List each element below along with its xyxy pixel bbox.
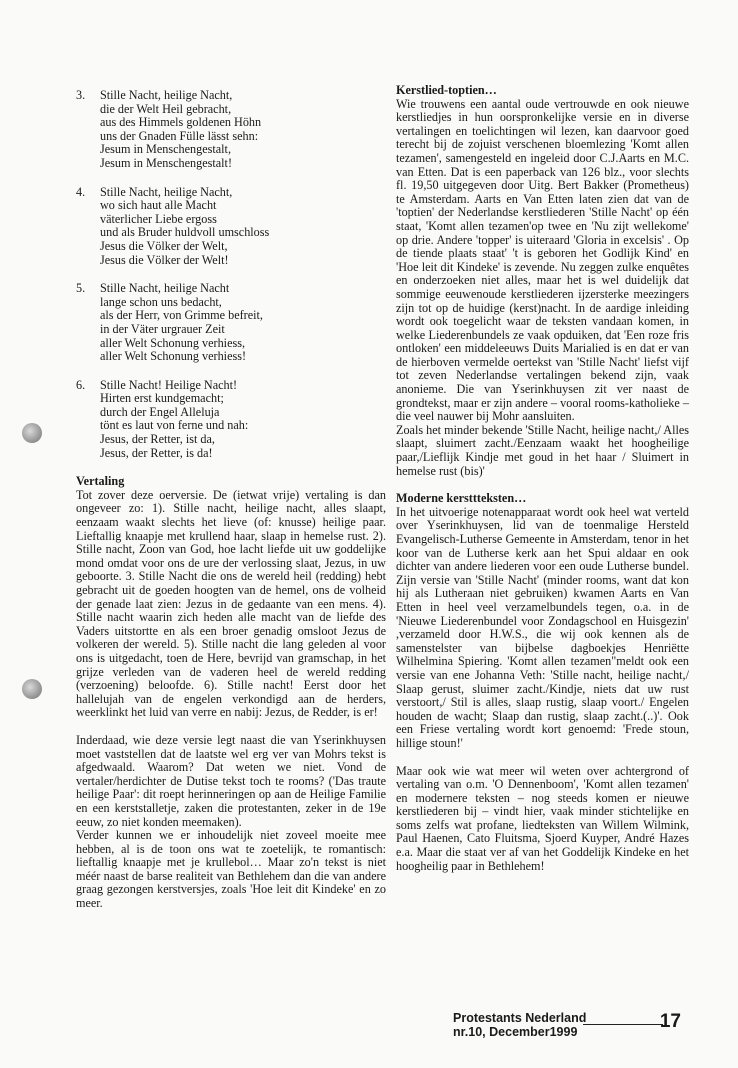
poem-verses (76, 89, 386, 460)
verse-line: Hirten erst kundgemacht; (100, 391, 224, 406)
verse-line: wo sich haut alle Macht (100, 198, 217, 213)
verse-line: Stille Nacht, heilige Nacht, (100, 184, 233, 199)
heading-moderne: Moderne kersttteksten… (396, 491, 527, 506)
verse-number: 4. (76, 184, 86, 199)
verse-line: Jesum in Menschengestalt! (100, 155, 233, 170)
vertaling-paragraph-2: Inderdaad, wie deze versie legt naast die van Yserinkhuysen moet vaststellen dat de laatste wel erg ver van Mohrs tekst is afgedwaald. Waarom? Dat weten we niet. Vond de vertaler/herdichter de Dutise tekst toch te rooms? ('Das traute heilige Paar': dit roept herinneringen op aan de Heilige Familie en een kerststalletje, zaken die protestanten, zeker in de 19e eeuw, zo niet konden meemaken). (76, 732, 386, 829)
verse-line: und als Bruder huldvoll umschloss (100, 225, 270, 240)
verse-line: durch der Engel Alleluja (100, 404, 220, 419)
verse-line: aller Welt Schonung verhiess! (100, 349, 247, 364)
verse-line: uns der Gnaden Fülle lässt sehn: (100, 128, 259, 143)
verse-line: Stille Nacht, heilige Nacht (100, 281, 230, 296)
verse-line: aus des Himmels goldenen Höhn (100, 115, 262, 130)
verse-line: die der Welt Heil gebracht, (100, 101, 232, 116)
verse-number: 3. (76, 88, 86, 102)
verse-line: Jesus die Völker der Welt, (100, 238, 228, 253)
verse-line: Stille Nacht, heilige Nacht, (100, 88, 233, 102)
moderne-paragraph-1: In het uitvoerige notenapparaat wordt ook heel wat verteld over Yserinkhuysen, lid van de toenmalige Hersteld Evangelisch-Lutherse Gemeente in Amsterdam, tenor in het koor van de Lutherse kerk aan het Spui aldaar en ook dichter van andere liederen voor een oude Lutherse bundel. Zijn versie van 'Stille Nacht' (minder rooms, want dat kon hij als Lutheraan niet gebruiken) kwamen Aarts en Van Etten in heel veel verzamelbundels tegen, o.a. in de 'Nieuwe Liederenbundel voor Zondagschool en Huisgezin' ,verzameld door H.W.S., die wij ook kennen als de samenstelster van bijbelse dagboekjes Henriëtte Wilhelmina Spiering. 'Komt allen tezamen"meldt ook een versie van ene Johanna Veth: 'Stille nacht, heilige nacht,/ Slaap gerust, sluimer zacht./Kindje, niets dat uw rust verstoort,/ Stil is alles, slaap rustig, slaap voort./ Engelen houden de wacht; Slaap dan rustig, slaap zacht.(..)'. Ook een Friese vertaling wordt kort genoemd: 'Frede stoun, hillige stoun!' (396, 504, 689, 750)
verse (76, 89, 386, 171)
verse-line: als der Herr, von Grimme befreit, (100, 308, 263, 323)
verse-line: tönt es laut von ferne und nah: (100, 418, 249, 433)
verse-line: väterlicher Liebe ergoss (100, 211, 217, 226)
punch-hole-lower (22, 679, 42, 699)
toptien-paragraph-1: Wie trouwens een aantal oude vertrouwde en ook nieuwe kerstliedjes in hun oorspronkelijke versie en in diverse vertalingen en toelichtingen wil lezen, kan daarvoor goed terecht bij de zojuist verschenen bloemlezing 'Komt allen tezamen', samengesteld en ingeleid door C.J.Aarts en M.C. van Etten. Dat is een paperback van 126 blz., voor slechts fl. 19,50 uitgegeven door Uitg. Bert Bakker (Prometheus) te Amsterdam. Aarts en Van Etten laten zien dat van de 'toptien' der Nederlandse kerstliederen 'Stille Nacht' op één staat, 'Komt allen tezamen'op twee en 'Nu zijt wellekome' op drie. Andere 'topper' is uiteraard 'Gloria in excelsis' . Op de tiende plaats staat' 't is geboren het Godlijk Kind' en 'Hoe leit dit Kindeke' is zevende. Nu zeggen zulke enquêtes en onderzoeken niet alles, maar het is wel duidelijk dat sommige eeuwenoude kerstliederen ijzersterke meezingers zijn tot op de huidige (kerst)nacht. In de aardige inleiding wordt ook toegelicht waar de teksten vandaan komen, in welke Liederenbundels ze vaak opduiken, dat 'Een roze fris ontloken' een middeleeuws Duits Marialied is en dat er van de hierboven vermelde oertekst van 'Stille Nacht' liefst vijf tot zeven Nederlandse vertalingen bekend zijn, vaak anonieme. Die van Yserinkhuysen zit ver naast de grondtekst, maar er zijn andere – vooral rooms-katholieke – die veel nauwer bij Mohr aansluiten. (396, 96, 689, 424)
verse-line: lange schon uns bedacht, (100, 294, 222, 309)
heading-toptien: Kerstlied-toptien… (396, 83, 497, 97)
verse-line: Jesum in Menschengestalt, (100, 142, 231, 157)
verse-line: in der Väter urgrauer Zeit (100, 321, 225, 336)
verse-line: aller Welt Schonung verhiess, (100, 335, 246, 350)
footer-publication: Protestants Nederland (453, 1011, 587, 1025)
toptien-paragraph-2: Zoals het minder bekende 'Stille Nacht, heilige nacht,/ Alles slaapt, sluimert zacht./Eenzaam waakt het hoogheilige paar,/Lieflijk Kindje met goud in het haar / Sluimert in hemelse rust (bis)' (396, 422, 689, 478)
vertaling-paragraph-1: Tot zover deze oerversie. De (ietwat vrije) vertaling is dan ongeveer zo: 1). Stille nacht, heilige nacht, alles slaapt, eenzaam waakt slechts het lieve (of: knusse) heilige paar. Lieftallig knaapje met krullend haar, slaap in hemelse rust. 2). Stille nacht, Zoon van God, hoe lacht liefde uit uw goddelijke mond omdat voor ons de ure der verlossing slaat, Jezus, in uw geboorte. 3. Stille Nacht die ons de wereld heil (redding) hebt gebracht uit de goeden hoogten van de hemel, ons de volheid der genade laat zien: Jezus in de gedaante van een mens. 4). Stille nacht waarin zich heden alle macht van de liefde des Vaders uitstortte en als een broer genadig omsloot Jezus de volkeren der wereld. 5). Stille nacht die lang geleden al voor ons is uitgedacht, toen de Here, bevrijd van gramschap, in het grijze verleden van de vaderen heel de wereld redding (verzoening) beloofde. 6). Stille nacht! Eerst door het hallelujah van de engelen verkondigd aan de herders, weerklinkt het luid van verre en nabij: Jezus, de Redder, is er! (76, 487, 386, 720)
verse-line: Jesus die Völker der Welt! (100, 252, 229, 267)
verse (76, 379, 386, 461)
footer-issue: nr.10, December1999 (453, 1025, 578, 1039)
verse-line: Jesus, der Retter, is da! (100, 445, 213, 460)
punch-hole-upper (22, 423, 42, 443)
verse-line: Jesus, der Retter, ist da, (100, 432, 215, 447)
verse-number: 6. (76, 377, 86, 392)
verse (76, 186, 386, 268)
footer-rule (583, 1024, 663, 1025)
vertaling-paragraph-3: Verder kunnen we er inhoudelijk niet zoveel moeite mee hebben, al is de toon ons wat te zoetelijk, te romantisch: lieftallig knaapje met je krullebol… Maar zo'n tekst is niet méér naast de barse realiteit van Bethlehem dan die van andere graag gezongen kerstversjes, zoals 'Hoe leit dit Kindeke' en zo meer. (76, 828, 386, 911)
page-footer (453, 1011, 693, 1039)
page-number: 17 (659, 1011, 681, 1032)
right-column (396, 84, 689, 873)
verse-line: Stille Nacht! Heilige Nacht! (100, 377, 238, 392)
verse-number: 5. (76, 281, 86, 296)
left-column (76, 89, 386, 911)
moderne-paragraph-2: Maar ook wie wat meer wil weten over achtergrond of vertaling van o.m. 'O Dennenboom', 'Komt allen tezamen' en modernere teksten – nog steeds komen er nieuwe kerstliederen bij – vindt hier, vaak minder stichtelijke en soms zelfs wat profane, liedteksten van Willem Wilmink, Paul Haenen, Cato Fluitsma, Sjoerd Kuyper, André Hazes e.a. Maar die staat ver af van het Goddelijk Kindeke en het hoogheilig paar in Bethlehem! (396, 763, 689, 873)
verse (76, 282, 386, 364)
heading-vertaling: Vertaling (76, 474, 125, 489)
